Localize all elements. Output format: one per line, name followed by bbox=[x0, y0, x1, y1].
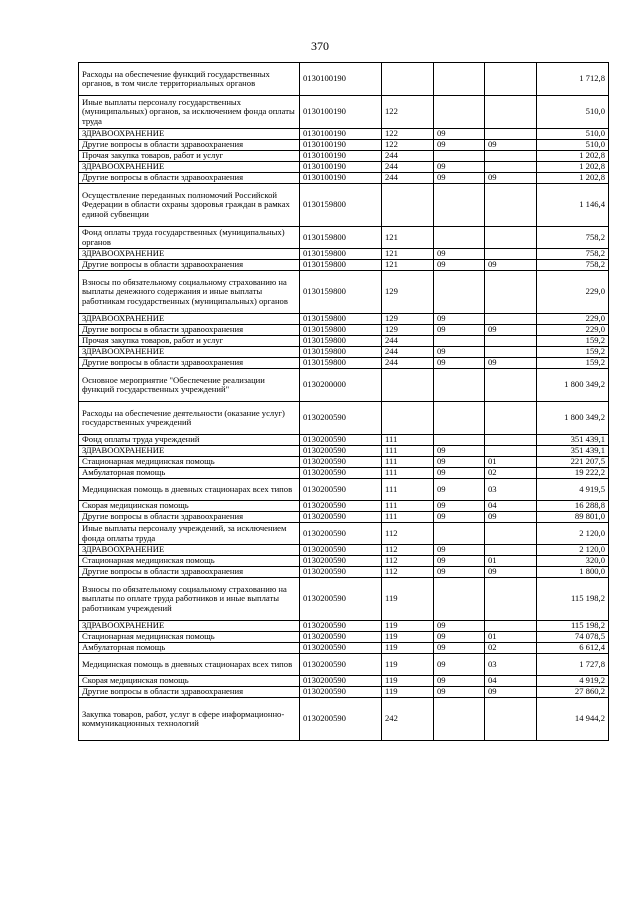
subsection-code-cell: 09 bbox=[485, 325, 537, 336]
amount-cell: 19 222,2 bbox=[537, 468, 609, 479]
amount-cell: 229,0 bbox=[537, 271, 609, 314]
section-code-cell: 09 bbox=[434, 643, 485, 654]
section-code-cell: 09 bbox=[434, 654, 485, 676]
section-code-cell: 09 bbox=[434, 468, 485, 479]
section-code-cell bbox=[434, 271, 485, 314]
expense-type-code-cell: 119 bbox=[382, 654, 434, 676]
section-code-cell: 09 bbox=[434, 687, 485, 698]
table-row bbox=[79, 457, 609, 468]
section-code-cell: 09 bbox=[434, 501, 485, 512]
expense-type-code-cell: 244 bbox=[382, 336, 434, 347]
item-name-cell: Стационарная медицинская помощь bbox=[79, 632, 300, 643]
section-code-cell bbox=[434, 184, 485, 227]
expense-type-code-cell: 121 bbox=[382, 260, 434, 271]
amount-cell: 510,0 bbox=[537, 129, 609, 140]
amount-cell: 1 800,0 bbox=[537, 567, 609, 578]
section-code-cell bbox=[434, 402, 485, 435]
target-article-code-cell: 0130200590 bbox=[300, 435, 382, 446]
item-name-cell: Стационарная медицинская помощь bbox=[79, 457, 300, 468]
target-article-code-cell: 0130200590 bbox=[300, 512, 382, 523]
item-name-cell: ЗДРАВООХРАНЕНИЕ bbox=[79, 314, 300, 325]
target-article-code-cell: 0130159800 bbox=[300, 358, 382, 369]
expense-type-code-cell: 119 bbox=[382, 676, 434, 687]
item-name-cell: Другие вопросы в области здравоохранения bbox=[79, 358, 300, 369]
table-row bbox=[79, 347, 609, 358]
target-article-code-cell: 0130100190 bbox=[300, 173, 382, 184]
expense-type-code-cell: 112 bbox=[382, 523, 434, 545]
section-code-cell: 09 bbox=[434, 512, 485, 523]
table-row bbox=[79, 621, 609, 632]
amount-cell: 1 202,8 bbox=[537, 162, 609, 173]
expense-type-code-cell bbox=[382, 63, 434, 96]
amount-cell: 510,0 bbox=[537, 140, 609, 151]
table-row bbox=[79, 358, 609, 369]
amount-cell: 1 712,8 bbox=[537, 63, 609, 96]
item-name-cell: Другие вопросы в области здравоохранения bbox=[79, 140, 300, 151]
section-code-cell: 09 bbox=[434, 358, 485, 369]
item-name-cell: Прочая закупка товаров, работ и услуг bbox=[79, 151, 300, 162]
subsection-code-cell: 09 bbox=[485, 687, 537, 698]
target-article-code-cell: 0130200590 bbox=[300, 556, 382, 567]
expense-type-code-cell: 112 bbox=[382, 567, 434, 578]
table-row bbox=[79, 369, 609, 402]
table-row bbox=[79, 654, 609, 676]
target-article-code-cell: 0130100190 bbox=[300, 63, 382, 96]
item-name-cell: ЗДРАВООХРАНЕНИЕ bbox=[79, 446, 300, 457]
subsection-code-cell bbox=[485, 446, 537, 457]
section-code-cell bbox=[434, 96, 485, 129]
subsection-code-cell bbox=[485, 96, 537, 129]
amount-cell: 1 202,8 bbox=[537, 173, 609, 184]
section-code-cell bbox=[434, 435, 485, 446]
target-article-code-cell: 0130200590 bbox=[300, 643, 382, 654]
item-name-cell: ЗДРАВООХРАНЕНИЕ bbox=[79, 162, 300, 173]
subsection-code-cell: 09 bbox=[485, 567, 537, 578]
section-code-cell: 09 bbox=[434, 457, 485, 468]
amount-cell: 229,0 bbox=[537, 325, 609, 336]
amount-cell: 4 919,2 bbox=[537, 676, 609, 687]
expense-type-code-cell: 111 bbox=[382, 479, 434, 501]
subsection-code-cell: 03 bbox=[485, 479, 537, 501]
section-code-cell: 09 bbox=[434, 260, 485, 271]
subsection-code-cell: 09 bbox=[485, 358, 537, 369]
subsection-code-cell: 03 bbox=[485, 654, 537, 676]
amount-cell: 2 120,0 bbox=[537, 545, 609, 556]
amount-cell: 221 207,5 bbox=[537, 457, 609, 468]
table-row bbox=[79, 96, 609, 129]
item-name-cell: ЗДРАВООХРАНЕНИЕ bbox=[79, 129, 300, 140]
target-article-code-cell: 0130100190 bbox=[300, 162, 382, 173]
table-row bbox=[79, 314, 609, 325]
expense-type-code-cell: 122 bbox=[382, 96, 434, 129]
section-code-cell: 09 bbox=[434, 545, 485, 556]
amount-cell: 16 288,8 bbox=[537, 501, 609, 512]
expense-type-code-cell: 129 bbox=[382, 271, 434, 314]
table-row bbox=[79, 129, 609, 140]
table-row bbox=[79, 578, 609, 621]
item-name-cell: Другие вопросы в области здравоохранения bbox=[79, 173, 300, 184]
target-article-code-cell: 0130200590 bbox=[300, 698, 382, 741]
target-article-code-cell: 0130200590 bbox=[300, 402, 382, 435]
table-row bbox=[79, 512, 609, 523]
subsection-code-cell bbox=[485, 227, 537, 249]
table-row bbox=[79, 173, 609, 184]
expense-type-code-cell: 111 bbox=[382, 468, 434, 479]
section-code-cell: 09 bbox=[434, 140, 485, 151]
amount-cell: 229,0 bbox=[537, 314, 609, 325]
table-row bbox=[79, 632, 609, 643]
table-row bbox=[79, 249, 609, 260]
section-code-cell: 09 bbox=[434, 676, 485, 687]
target-article-code-cell: 0130200590 bbox=[300, 687, 382, 698]
expense-type-code-cell: 122 bbox=[382, 129, 434, 140]
target-article-code-cell: 0130159800 bbox=[300, 249, 382, 260]
expense-type-code-cell bbox=[382, 369, 434, 402]
subsection-code-cell: 04 bbox=[485, 501, 537, 512]
amount-cell: 115 198,2 bbox=[537, 578, 609, 621]
target-article-code-cell: 0130100190 bbox=[300, 151, 382, 162]
item-name-cell: Другие вопросы в области здравоохранения bbox=[79, 687, 300, 698]
target-article-code-cell: 0130200590 bbox=[300, 479, 382, 501]
table-row bbox=[79, 435, 609, 446]
item-name-cell: Другие вопросы в области здравоохранения bbox=[79, 325, 300, 336]
section-code-cell: 09 bbox=[434, 347, 485, 358]
section-code-cell: 09 bbox=[434, 479, 485, 501]
budget-table-body bbox=[79, 63, 609, 741]
expense-type-code-cell: 244 bbox=[382, 358, 434, 369]
table-row bbox=[79, 676, 609, 687]
amount-cell: 510,0 bbox=[537, 96, 609, 129]
table-row bbox=[79, 63, 609, 96]
expense-type-code-cell bbox=[382, 184, 434, 227]
amount-cell: 758,2 bbox=[537, 227, 609, 249]
subsection-code-cell bbox=[485, 249, 537, 260]
amount-cell: 159,2 bbox=[537, 347, 609, 358]
table-row bbox=[79, 446, 609, 457]
section-code-cell bbox=[434, 63, 485, 96]
table-row bbox=[79, 402, 609, 435]
section-code-cell bbox=[434, 578, 485, 621]
subsection-code-cell bbox=[485, 578, 537, 621]
table-row bbox=[79, 698, 609, 741]
subsection-code-cell: 09 bbox=[485, 512, 537, 523]
section-code-cell: 09 bbox=[434, 314, 485, 325]
subsection-code-cell: 09 bbox=[485, 173, 537, 184]
amount-cell: 159,2 bbox=[537, 336, 609, 347]
expense-type-code-cell: 129 bbox=[382, 325, 434, 336]
amount-cell: 89 801,0 bbox=[537, 512, 609, 523]
item-name-cell: Скорая медицинская помощь bbox=[79, 676, 300, 687]
subsection-code-cell: 02 bbox=[485, 468, 537, 479]
item-name-cell: Фонд оплаты труда учреждений bbox=[79, 435, 300, 446]
item-name-cell: Другие вопросы в области здравоохранения bbox=[79, 260, 300, 271]
subsection-code-cell: 09 bbox=[485, 140, 537, 151]
subsection-code-cell bbox=[485, 369, 537, 402]
section-code-cell: 09 bbox=[434, 325, 485, 336]
subsection-code-cell: 04 bbox=[485, 676, 537, 687]
table-row bbox=[79, 545, 609, 556]
item-name-cell: ЗДРАВООХРАНЕНИЕ bbox=[79, 545, 300, 556]
amount-cell: 758,2 bbox=[537, 249, 609, 260]
subsection-code-cell: 01 bbox=[485, 457, 537, 468]
target-article-code-cell: 0130200590 bbox=[300, 523, 382, 545]
section-code-cell bbox=[434, 698, 485, 741]
target-article-code-cell: 0130200590 bbox=[300, 468, 382, 479]
amount-cell: 1 202,8 bbox=[537, 151, 609, 162]
expense-type-code-cell: 112 bbox=[382, 556, 434, 567]
amount-cell: 758,2 bbox=[537, 260, 609, 271]
expense-type-code-cell: 119 bbox=[382, 578, 434, 621]
item-name-cell: Прочая закупка товаров, работ и услуг bbox=[79, 336, 300, 347]
expense-type-code-cell: 129 bbox=[382, 314, 434, 325]
amount-cell: 351 439,1 bbox=[537, 446, 609, 457]
expense-type-code-cell: 112 bbox=[382, 545, 434, 556]
table-row bbox=[79, 567, 609, 578]
expense-type-code-cell: 111 bbox=[382, 446, 434, 457]
subsection-code-cell bbox=[485, 314, 537, 325]
item-name-cell: Другие вопросы в области здравоохранения bbox=[79, 567, 300, 578]
target-article-code-cell: 0130200000 bbox=[300, 369, 382, 402]
subsection-code-cell: 01 bbox=[485, 632, 537, 643]
target-article-code-cell: 0130159800 bbox=[300, 314, 382, 325]
section-code-cell: 09 bbox=[434, 249, 485, 260]
subsection-code-cell bbox=[485, 545, 537, 556]
subsection-code-cell: 01 bbox=[485, 556, 537, 567]
amount-cell: 159,2 bbox=[537, 358, 609, 369]
table-row bbox=[79, 468, 609, 479]
expense-type-code-cell: 121 bbox=[382, 249, 434, 260]
section-code-cell: 09 bbox=[434, 173, 485, 184]
amount-cell: 27 860,2 bbox=[537, 687, 609, 698]
table-row bbox=[79, 501, 609, 512]
target-article-code-cell: 0130159800 bbox=[300, 325, 382, 336]
subsection-code-cell bbox=[485, 402, 537, 435]
section-code-cell: 09 bbox=[434, 129, 485, 140]
amount-cell: 1 146,4 bbox=[537, 184, 609, 227]
subsection-code-cell bbox=[485, 347, 537, 358]
expense-type-code-cell: 244 bbox=[382, 173, 434, 184]
item-name-cell: Фонд оплаты труда государственных (муниципальных) органов bbox=[79, 227, 300, 249]
section-code-cell bbox=[434, 227, 485, 249]
expense-type-code-cell: 111 bbox=[382, 457, 434, 468]
expense-type-code-cell: 244 bbox=[382, 151, 434, 162]
subsection-code-cell bbox=[485, 162, 537, 173]
target-article-code-cell: 0130100190 bbox=[300, 140, 382, 151]
item-name-cell: Иные выплаты персоналу государственных (муниципальных) органов, за исключением фонда оплаты труда bbox=[79, 96, 300, 129]
subsection-code-cell bbox=[485, 698, 537, 741]
item-name-cell: Расходы на обеспечение деятельности (оказание услуг) государственных учреждений bbox=[79, 402, 300, 435]
target-article-code-cell: 0130200590 bbox=[300, 457, 382, 468]
item-name-cell: Иные выплаты персоналу учреждений, за исключением фонда оплаты труда bbox=[79, 523, 300, 545]
table-row bbox=[79, 184, 609, 227]
amount-cell: 74 078,5 bbox=[537, 632, 609, 643]
table-row bbox=[79, 271, 609, 314]
table-row bbox=[79, 151, 609, 162]
item-name-cell: Медицинская помощь в дневных стационарах всех типов bbox=[79, 654, 300, 676]
table-row bbox=[79, 227, 609, 249]
subsection-code-cell bbox=[485, 129, 537, 140]
section-code-cell: 09 bbox=[434, 567, 485, 578]
section-code-cell: 09 bbox=[434, 556, 485, 567]
table-row bbox=[79, 556, 609, 567]
subsection-code-cell bbox=[485, 435, 537, 446]
target-article-code-cell: 0130200590 bbox=[300, 446, 382, 457]
amount-cell: 115 198,2 bbox=[537, 621, 609, 632]
expense-type-code-cell: 119 bbox=[382, 632, 434, 643]
target-article-code-cell: 0130159800 bbox=[300, 347, 382, 358]
subsection-code-cell bbox=[485, 271, 537, 314]
target-article-code-cell: 0130200590 bbox=[300, 501, 382, 512]
target-article-code-cell: 0130200590 bbox=[300, 621, 382, 632]
section-code-cell: 09 bbox=[434, 632, 485, 643]
section-code-cell bbox=[434, 369, 485, 402]
expense-type-code-cell: 111 bbox=[382, 512, 434, 523]
budget-table bbox=[78, 62, 609, 741]
subsection-code-cell: 02 bbox=[485, 643, 537, 654]
expense-type-code-cell: 111 bbox=[382, 501, 434, 512]
amount-cell: 1 800 349,2 bbox=[537, 402, 609, 435]
table-row bbox=[79, 643, 609, 654]
target-article-code-cell: 0130200590 bbox=[300, 545, 382, 556]
amount-cell: 4 919,5 bbox=[537, 479, 609, 501]
item-name-cell: Расходы на обеспечение функций государственных органов, в том числе территориальных органов bbox=[79, 63, 300, 96]
item-name-cell: Стационарная медицинская помощь bbox=[79, 556, 300, 567]
subsection-code-cell bbox=[485, 151, 537, 162]
expense-type-code-cell: 119 bbox=[382, 687, 434, 698]
subsection-code-cell bbox=[485, 523, 537, 545]
table-row bbox=[79, 260, 609, 271]
item-name-cell: ЗДРАВООХРАНЕНИЕ bbox=[79, 249, 300, 260]
table-row bbox=[79, 479, 609, 501]
target-article-code-cell: 0130159800 bbox=[300, 184, 382, 227]
item-name-cell: Закупка товаров, работ, услуг в сфере информационно-коммуникационных технологий bbox=[79, 698, 300, 741]
subsection-code-cell bbox=[485, 63, 537, 96]
target-article-code-cell: 0130100190 bbox=[300, 96, 382, 129]
amount-cell: 351 439,1 bbox=[537, 435, 609, 446]
table-row bbox=[79, 325, 609, 336]
table-row bbox=[79, 336, 609, 347]
item-name-cell: Скорая медицинская помощь bbox=[79, 501, 300, 512]
section-code-cell: 09 bbox=[434, 621, 485, 632]
target-article-code-cell: 0130200590 bbox=[300, 676, 382, 687]
page-number: 370 bbox=[311, 39, 329, 53]
item-name-cell: Медицинская помощь в дневных стационарах всех типов bbox=[79, 479, 300, 501]
table-row bbox=[79, 687, 609, 698]
item-name-cell: Другие вопросы в области здравоохранения bbox=[79, 512, 300, 523]
amount-cell: 14 944,2 bbox=[537, 698, 609, 741]
target-article-code-cell: 0130200590 bbox=[300, 567, 382, 578]
target-article-code-cell: 0130100190 bbox=[300, 129, 382, 140]
amount-cell: 6 612,4 bbox=[537, 643, 609, 654]
item-name-cell: Осуществление переданных полномочий Российской Федерации в области охраны здоровья граждан в рамках единой субвенции bbox=[79, 184, 300, 227]
target-article-code-cell: 0130200590 bbox=[300, 654, 382, 676]
expense-type-code-cell: 121 bbox=[382, 227, 434, 249]
subsection-code-cell bbox=[485, 336, 537, 347]
subsection-code-cell bbox=[485, 621, 537, 632]
amount-cell: 1 800 349,2 bbox=[537, 369, 609, 402]
expense-type-code-cell bbox=[382, 402, 434, 435]
amount-cell: 1 727,8 bbox=[537, 654, 609, 676]
table-row bbox=[79, 523, 609, 545]
target-article-code-cell: 0130159800 bbox=[300, 260, 382, 271]
expense-type-code-cell: 244 bbox=[382, 347, 434, 358]
amount-cell: 320,0 bbox=[537, 556, 609, 567]
subsection-code-cell bbox=[485, 184, 537, 227]
target-article-code-cell: 0130159800 bbox=[300, 336, 382, 347]
table-row bbox=[79, 140, 609, 151]
expense-type-code-cell: 122 bbox=[382, 140, 434, 151]
target-article-code-cell: 0130200590 bbox=[300, 578, 382, 621]
section-code-cell bbox=[434, 523, 485, 545]
item-name-cell: Взносы по обязательному социальному страхованию на выплаты денежного содержания и иные выплаты работникам государственных (муниципальных) органов bbox=[79, 271, 300, 314]
table-row bbox=[79, 162, 609, 173]
section-code-cell: 09 bbox=[434, 162, 485, 173]
subsection-code-cell: 09 bbox=[485, 260, 537, 271]
item-name-cell: Амбулаторная помощь bbox=[79, 643, 300, 654]
amount-cell: 2 120,0 bbox=[537, 523, 609, 545]
expense-type-code-cell: 111 bbox=[382, 435, 434, 446]
expense-type-code-cell: 119 bbox=[382, 621, 434, 632]
target-article-code-cell: 0130159800 bbox=[300, 271, 382, 314]
expense-type-code-cell: 242 bbox=[382, 698, 434, 741]
section-code-cell: 09 bbox=[434, 446, 485, 457]
target-article-code-cell: 0130200590 bbox=[300, 632, 382, 643]
item-name-cell: Основное мероприятие "Обеспечение реализации функций государственных учреждений" bbox=[79, 369, 300, 402]
section-code-cell bbox=[434, 336, 485, 347]
expense-type-code-cell: 119 bbox=[382, 643, 434, 654]
expense-type-code-cell: 244 bbox=[382, 162, 434, 173]
item-name-cell: Взносы по обязательному социальному страхованию на выплаты по оплате труда работников и иные выплаты работникам учреждений bbox=[79, 578, 300, 621]
item-name-cell: Амбулаторная помощь bbox=[79, 468, 300, 479]
target-article-code-cell: 0130159800 bbox=[300, 227, 382, 249]
item-name-cell: ЗДРАВООХРАНЕНИЕ bbox=[79, 621, 300, 632]
item-name-cell: ЗДРАВООХРАНЕНИЕ bbox=[79, 347, 300, 358]
section-code-cell bbox=[434, 151, 485, 162]
